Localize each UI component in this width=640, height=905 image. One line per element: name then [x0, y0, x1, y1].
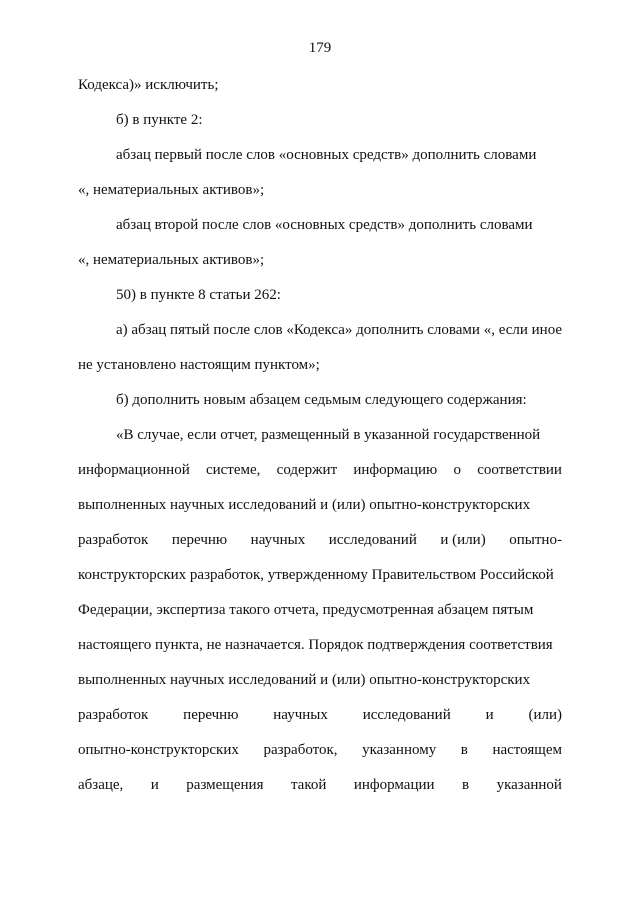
text-line: [78, 251, 562, 269]
word: и: [485, 707, 494, 723]
text-line-content: абзац первый после слов «основных средств» дополнить словами: [116, 147, 537, 163]
text-line: [116, 216, 562, 234]
text-line: [78, 181, 562, 199]
text-line-content: Кодекса)» исключить;: [78, 77, 219, 93]
word: перечню: [171, 532, 228, 548]
word: абзаце,: [78, 777, 124, 793]
text-line-content: 50) в пункте 8 статьи 262:: [116, 287, 281, 303]
word: и: [150, 777, 159, 793]
word: и (или): [440, 532, 486, 548]
word: информационной: [78, 462, 190, 478]
word: исследований: [362, 707, 451, 723]
word: исследований: [328, 532, 417, 548]
word: научных: [250, 532, 306, 548]
text-line: [78, 601, 562, 619]
word: указанной: [496, 777, 562, 793]
text-line: [78, 76, 562, 94]
word: размещения: [186, 777, 264, 793]
text-line-content: «, нематериальных активов»;: [78, 182, 265, 198]
text-line: [78, 706, 562, 724]
text-line-content: а) абзац пятый после слов «Кодекса» дополнить словами «, если иное: [116, 322, 563, 338]
word: системе,: [205, 462, 261, 478]
text-line: [78, 671, 562, 689]
text-line: [116, 426, 562, 444]
text-line-content: выполненных научных исследований и (или) опытно-конструкторских: [78, 672, 531, 688]
word: настоящем: [492, 742, 562, 758]
text-line-content: не установлено настоящим пунктом»;: [78, 357, 320, 373]
text-line-content: Федерации, экспертиза такого отчета, предусмотренная абзацем пятым: [78, 602, 534, 618]
text-line-content: б) в пункте 2:: [116, 112, 203, 128]
text-line: [116, 286, 562, 304]
word: перечню: [183, 707, 239, 723]
word: в: [462, 777, 470, 793]
word: указанному: [362, 742, 437, 758]
word: опытно-конструкторских: [78, 742, 239, 758]
page-number: 179: [308, 40, 332, 56]
word: разработок: [78, 707, 149, 723]
text-line-content: «В случае, если отчет, размещенный в указанной государственной: [116, 427, 541, 443]
word: опытно-: [509, 532, 562, 548]
word: разработок,: [263, 742, 338, 758]
text-line: [78, 776, 562, 794]
text-line-content: выполненных научных исследований и (или) опытно-конструкторских: [78, 497, 531, 513]
word: соответствии: [477, 462, 562, 478]
text-line: [116, 321, 562, 339]
text-line: [78, 496, 562, 514]
text-line: [78, 461, 562, 479]
word: разработок: [78, 532, 149, 548]
text-line: [116, 391, 562, 409]
word: такой: [290, 777, 327, 793]
text-line-content: настоящего пункта, не назначается. Порядок подтверждения соответствия: [78, 637, 553, 653]
text-line-content: «, нематериальных активов»;: [78, 252, 265, 268]
text-line: [116, 111, 562, 129]
word: научных: [273, 707, 328, 723]
word: информации: [353, 777, 435, 793]
text-line: [78, 566, 562, 584]
text-line: [116, 146, 562, 164]
word: содержит: [276, 462, 338, 478]
text-line: [78, 356, 562, 374]
word: информацию: [353, 462, 438, 478]
word: в: [460, 742, 468, 758]
text-line: [78, 531, 562, 549]
text-line-content: абзац второй после слов «основных средств» дополнить словами: [116, 217, 533, 233]
word: о: [453, 462, 461, 478]
text-line-content: б) дополнить новым абзацем седьмым следующего содержания:: [116, 392, 527, 408]
text-line: [78, 741, 562, 759]
text-line-content: конструкторских разработок, утвержденному Правительством Российской: [78, 567, 554, 583]
text-line: [78, 636, 562, 654]
word: (или): [528, 707, 562, 723]
